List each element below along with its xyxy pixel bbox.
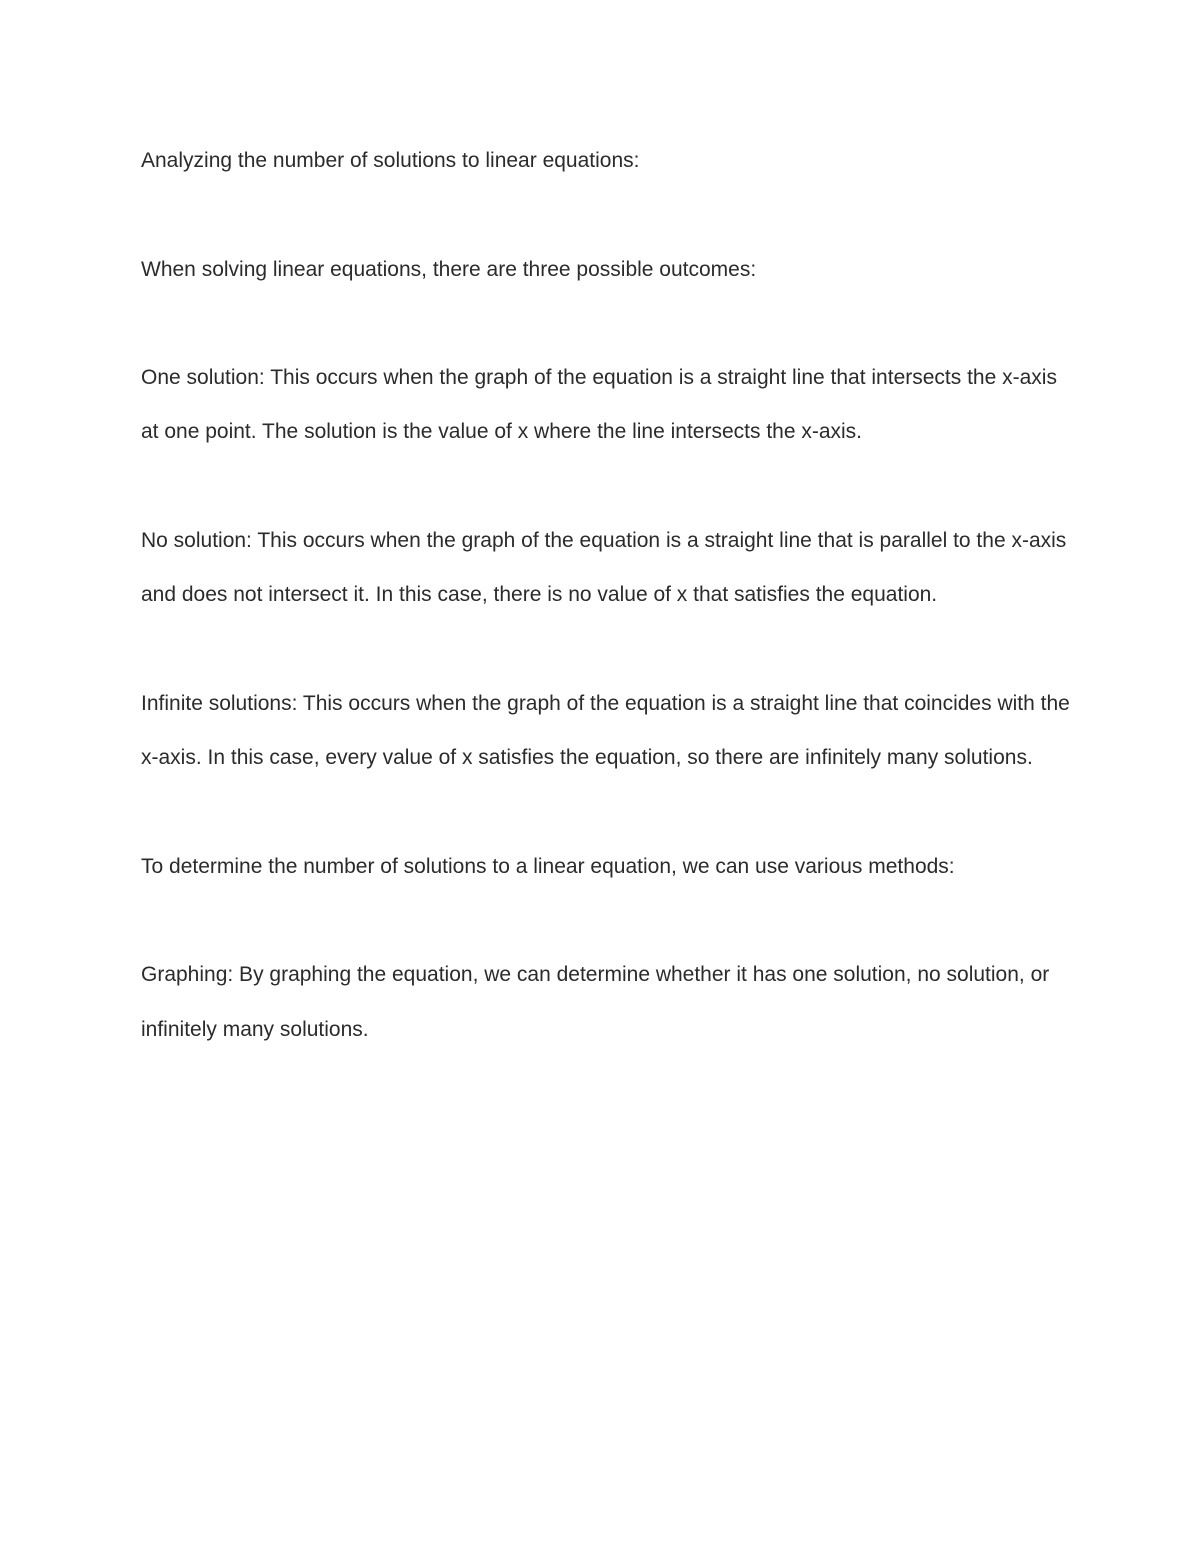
one-solution-paragraph: One solution: This occurs when the graph of the equation is a straight line that intersects the x-axis at one point. The solution is the value of x where the line intersects the x-axis. <box>141 366 1057 444</box>
infinite-solutions-paragraph: Infinite solutions: This occurs when the graph of the equation is a straight line that coincides with the x-axis. In this case, every value of x satisfies the equation, so there are infinitely many solutions. <box>141 691 1070 770</box>
intro-paragraph: When solving linear equations, there are three possible outcomes: <box>141 257 757 281</box>
graphing-method-paragraph: Graphing: By graphing the equation, we can determine whether it has one solution, no solution, or infinitely many solutions. <box>141 963 1050 1041</box>
no-solution-paragraph: No solution: This occurs when the graph of the equation is a straight line that is parallel to the x-axis and does not intersect it. In this case, there is no value of x that satisfies the equation. <box>141 529 1067 607</box>
document-body <box>141 134 1071 1057</box>
document-heading: Analyzing the number of solutions to linear equations: <box>141 149 640 172</box>
methods-intro-paragraph: To determine the number of solutions to a linear equation, we can use various methods: <box>141 854 955 878</box>
